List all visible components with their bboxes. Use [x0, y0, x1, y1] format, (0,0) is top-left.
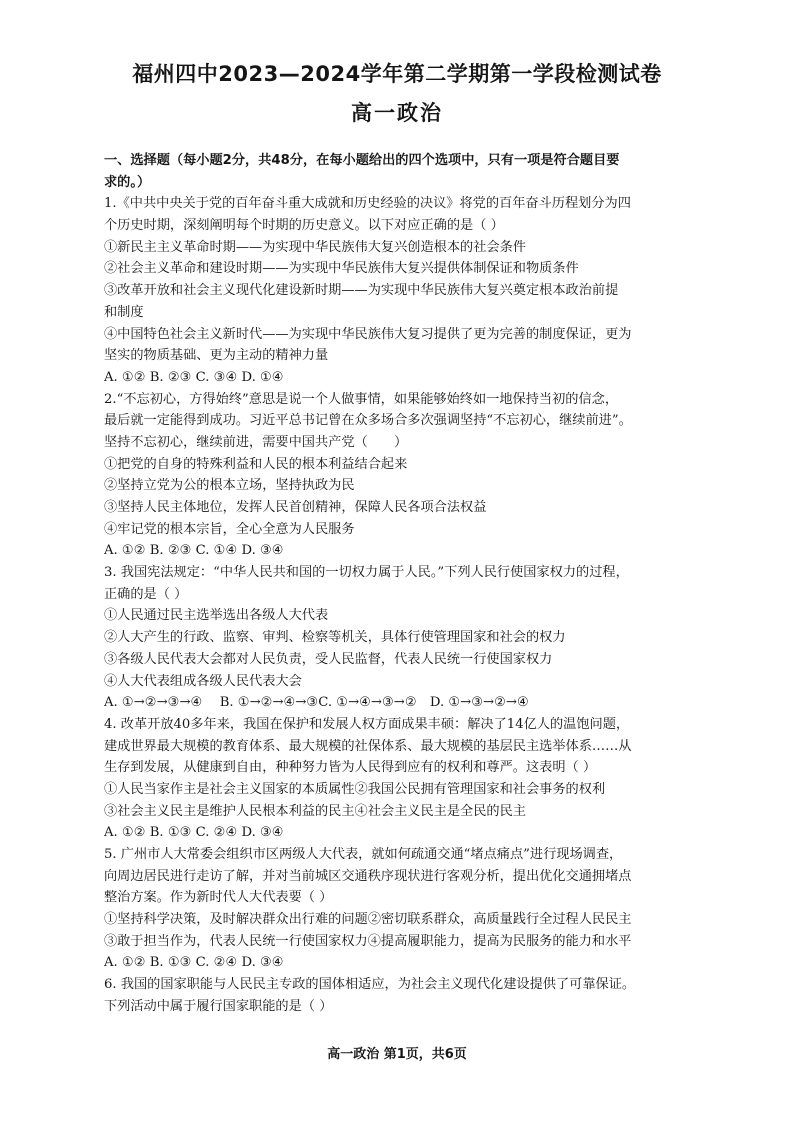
question-5-choices: A. ①② B. ①③ C. ②④ D. ③④: [104, 955, 284, 971]
question-2-stem: 2.“不忘初心，方得始终”意思是说一个人做事情，如果能够始终如一地保持当初的信念，: [104, 391, 618, 407]
question-4-stem: 建成世界最大规模的教育体系、最大规模的社保体系、最大规模的基层民主选举体系……从: [104, 738, 632, 754]
page-footer: 高一政治 第1页，共6页: [327, 1047, 467, 1062]
question-2-stem: 坚持不忘初心，继续前进，需要中国共产党（ ）: [104, 434, 408, 450]
question-3-stem: 正确的是（ ）: [104, 586, 188, 602]
question-2-choices: A. ①② B. ②③ C. ①④ D. ③④: [104, 543, 284, 559]
exam-title: 福州四中2023—2024学年第二学期第一学段检测试卷: [132, 62, 662, 86]
question-3-stem: 3. 我国宪法规定：“中华人民共和国的一切权力属于人民。”下列人民行使国家权力的过程，: [104, 565, 629, 581]
question-4-option: ①人民当家作主是社会主义国家的本质属性②我国公民拥有管理国家和社会事务的权利: [104, 781, 606, 797]
question-5-stem: 整治方案。作为新时代人大代表要（ ）: [104, 890, 333, 906]
question-5-stem: 5. 广州市人大常委会组织市区两级人大代表，就如何疏通交通“堵点痛点”进行现场调查，: [104, 847, 623, 862]
question-1-option: 坚实的物质基础、更为主动的精神力量: [104, 348, 329, 364]
question-2-option: ①把党的自身的特殊利益和人民的根本利益结合起来: [104, 456, 408, 472]
question-1-stem: 1.《中共中央关于党的百年奋斗重大成就和历史经验的决议》将党的百年奋斗历程划分为四: [104, 196, 631, 212]
question-1-option: ④中国特色社会主义新时代——为实现中华民族伟大复习提供了更为完善的制度保证，更为: [104, 326, 632, 342]
question-2-option: ②坚持立党为公的根本立场，坚持执政为民: [104, 478, 355, 494]
question-5-option: ③敢于担当作为，代表人民统一行使国家权力④提高履职能力，提高为民服务的能力和水平: [104, 933, 632, 949]
question-1-option: ③改革开放和社会主义现代化建设新时期——为实现中华民族伟大复兴奠定根本政治前提: [104, 283, 619, 299]
question-3-option: ③各级人民代表大会都对人民负责，受人民监督，代表人民统一行使国家权力: [104, 651, 553, 667]
question-5-stem: 向周边居民进行走访了解，并对当前城区交通秩序现状进行客观分析，提出优化交通拥堵点: [104, 868, 632, 884]
question-1-option: ②社会主义革命和建设时期——为实现中华民族伟大复兴提供体制保证和物质条件: [104, 261, 579, 277]
question-body: [104, 150, 696, 1018]
question-5-option: ①坚持科学决策，及时解决群众出行难的问题②密切联系群众，高质量践行全过程人民民主: [104, 912, 632, 928]
section-heading: 一、选择题（每小题2分，共48分，在每小题给出的四个选项中，只有一项是符合题目要: [104, 153, 620, 168]
section-heading-cont: 求的。）: [104, 174, 151, 190]
question-3-option: ④人大代表组成各级人民代表大会: [104, 673, 302, 689]
question-3-option: ②人大产生的行政、监察、审判、检察等机关，具体行使管理国家和社会的权力: [104, 630, 566, 646]
question-4-stem: 4. 改革开放40多年来，我国在保护和发展人权方面成果丰硕：解决了14亿人的温饱问题，: [104, 716, 630, 732]
question-1-choices: A. ①② B. ②③ C. ③④ D. ①④: [104, 369, 284, 385]
question-3-choices: A. ①→②→③→④ B. ①→②→④→③C. ①→④→③→② D. ①→③→②→④: [104, 695, 529, 711]
question-6-stem: 6. 我国的国家职能与人民民主专政的国体相适应，为社会主义现代化建设提供了可靠保证。: [104, 977, 636, 993]
question-2-option: ④牢记党的根本宗旨，全心全意为人民服务: [104, 521, 355, 537]
question-1-stem: 个历史时期，深刻阐明每个时期的历史意义。以下对应正确的是（ ）: [104, 218, 504, 234]
question-4-stem: 生存到发展，从健康到自由，种种努力皆为人民得到应有的权利和尊严。这表明（ ）: [104, 760, 597, 776]
question-3-option: ①人民通过民主选举选出各级人大代表: [104, 608, 329, 624]
question-1-option: 和制度: [104, 304, 144, 320]
subject-title: 高一政治: [351, 101, 443, 125]
question-1-option: ①新民主主义革命时期——为实现中华民族伟大复兴创造根本的社会条件: [104, 239, 526, 255]
question-2-stem: 最后就一定能得到成功。习近平总书记曾在众多场合多次强调坚持“不忘初心，继续前进”。: [104, 413, 632, 429]
question-4-choices: A. ①② B. ①③ C. ②④ D. ③④: [104, 825, 284, 841]
question-2-option: ③坚持人民主体地位，发挥人民首创精神，保障人民各项合法权益: [104, 500, 487, 515]
question-6-stem: 下列活动中属于履行国家职能的是（ ）: [104, 998, 333, 1014]
question-4-option: ③社会主义民主是维护人民根本利益的民主④社会主义民主是全民的民主: [104, 803, 526, 819]
